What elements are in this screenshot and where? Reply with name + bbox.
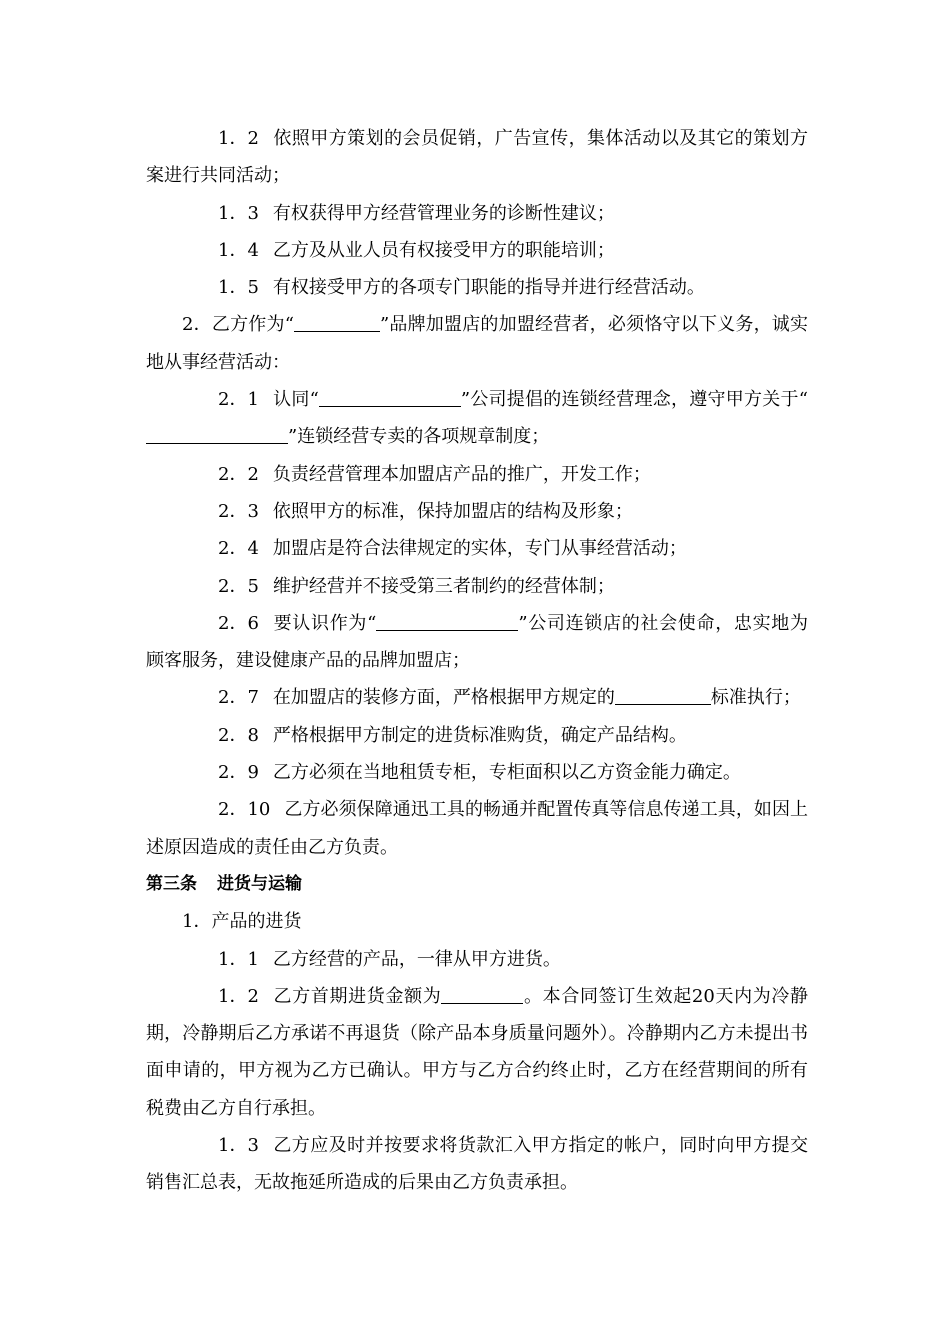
clause-2-8	[146, 717, 808, 754]
clause-2-3	[146, 493, 808, 530]
clause-2	[146, 306, 808, 381]
clause-text: 乙方必须保障通迅工具的畅通并配置传真等信息传递工具，如因上述原因造成的责任由乙方负责。	[146, 799, 808, 858]
clause-number: 2．2	[218, 463, 259, 485]
clause-text: 有权获得甲方经营管理业务的诊断性建议；	[272, 202, 615, 224]
clause-2-2	[146, 456, 808, 493]
clause-1-4	[146, 232, 808, 269]
clause-text: 负责经营管理本加盟店产品的推广，开发工作；	[272, 463, 651, 485]
fill-in-blank	[319, 388, 461, 407]
clause-1-5	[146, 269, 808, 306]
clause-number: 2．4	[218, 538, 259, 560]
clause-text: ”公司提倡的连锁经营理念，遵守甲方关于“	[460, 389, 808, 411]
fill-in-blank	[615, 686, 711, 705]
clause-text: 。本合同签订生效起20天内为冷静期，冷静期后乙方承诺不再退货（除产品本身质量问题外）。冷静期内乙方未提出书面申请的，甲方视为乙方已确认。甲方与乙方合约终止时，乙方在经营期间的所有税费由乙方自行承担。	[146, 985, 809, 1119]
fill-in-blank	[376, 612, 518, 631]
clause-number: 1．2	[218, 128, 259, 149]
clause-number: 2．9	[218, 762, 259, 784]
clause-number: 1．4	[218, 239, 259, 261]
clause-text: 乙方必须在当地租赁专柜，专柜面积以乙方资金能力确定。	[272, 762, 741, 784]
clause-3-1-1	[146, 941, 808, 978]
clause-number: 2．8	[218, 724, 259, 746]
clause-number: 1．1	[218, 948, 259, 970]
clause-text: 乙方首期进货金额为	[272, 985, 442, 1007]
section-heading	[146, 866, 808, 903]
fill-in-blank	[441, 985, 523, 1004]
clause-number: 1．5	[218, 277, 259, 299]
clause-text: 依照甲方策划的会员促销，广告宣传，集体活动以及其它的策划方案进行共同活动；	[146, 128, 808, 187]
clause-2-10	[146, 791, 808, 866]
clause-text: 依照甲方的标准，保持加盟店的结构及形象；	[272, 500, 633, 522]
clause-3-1-2	[146, 978, 808, 1127]
clause-text: ”连锁经营专卖的各项规章制度；	[288, 426, 550, 448]
clause-text: 要认识作为“	[272, 612, 377, 634]
clause-2-9	[146, 754, 808, 791]
clause-number: 2．10	[218, 799, 271, 821]
clause-text: ”公司连锁店的社会使命，忠实地为顾客服务，建设健康产品的品牌加盟店；	[146, 612, 809, 672]
article-title: 进货与运输	[217, 873, 302, 894]
clause-text: 在加盟店的装修方面，严格根据甲方规定的	[272, 687, 615, 709]
clause-2-5	[146, 568, 808, 605]
clause-number: 1．3	[218, 1135, 259, 1157]
clause-2-7	[146, 679, 808, 716]
document-page	[146, 120, 808, 1202]
clause-text: 有权接受甲方的各项专门职能的指导并进行经营活动。	[272, 277, 705, 299]
clause-number: 2．1	[218, 389, 259, 411]
clause-number: 1．2	[218, 985, 259, 1007]
clause-1-2	[146, 120, 808, 195]
clause-2-4	[146, 530, 808, 567]
clause-text: 乙方经营的产品，一律从甲方进货。	[272, 948, 561, 970]
clause-text: 2．乙方作为“	[182, 314, 294, 336]
clause-text: 加盟店是符合法律规定的实体，专门从事经营活动；	[272, 538, 687, 560]
clause-1-3	[146, 195, 808, 232]
clause-number: 2．6	[218, 612, 259, 634]
fill-in-blank	[294, 313, 380, 332]
clause-text: ”品牌加盟店的加盟经营者，必须恪守以下义务，诚实地从事经营活动：	[146, 314, 809, 373]
fill-in-blank	[146, 425, 288, 444]
clause-number: 2．5	[218, 575, 259, 597]
clause-number: 1．3	[218, 202, 259, 224]
clause-text: 严格根据甲方制定的进货标准购货，确定产品结构。	[272, 724, 687, 746]
clause-text: 1．产品的进货	[182, 911, 302, 933]
clause-2-1	[146, 381, 808, 456]
clause-text: 标准执行；	[710, 687, 801, 709]
article-number: 第三条	[146, 873, 197, 894]
clause-number: 2．7	[218, 687, 259, 709]
clause-text: 乙方及从业人员有权接受甲方的职能培训；	[272, 239, 615, 261]
clause-2-6	[146, 605, 808, 680]
clause-text: 认同“	[272, 389, 319, 411]
clause-number: 2．3	[218, 500, 259, 522]
subsection-title	[146, 903, 808, 940]
clause-3-1-3	[146, 1127, 808, 1202]
clause-text: 乙方应及时并按要求将货款汇入甲方指定的帐户，同时向甲方提交销售汇总表，无故拖延所造成的后果由乙方负责承担。	[146, 1135, 808, 1194]
clause-text: 维护经营并不接受第三者制约的经营体制；	[272, 575, 615, 597]
